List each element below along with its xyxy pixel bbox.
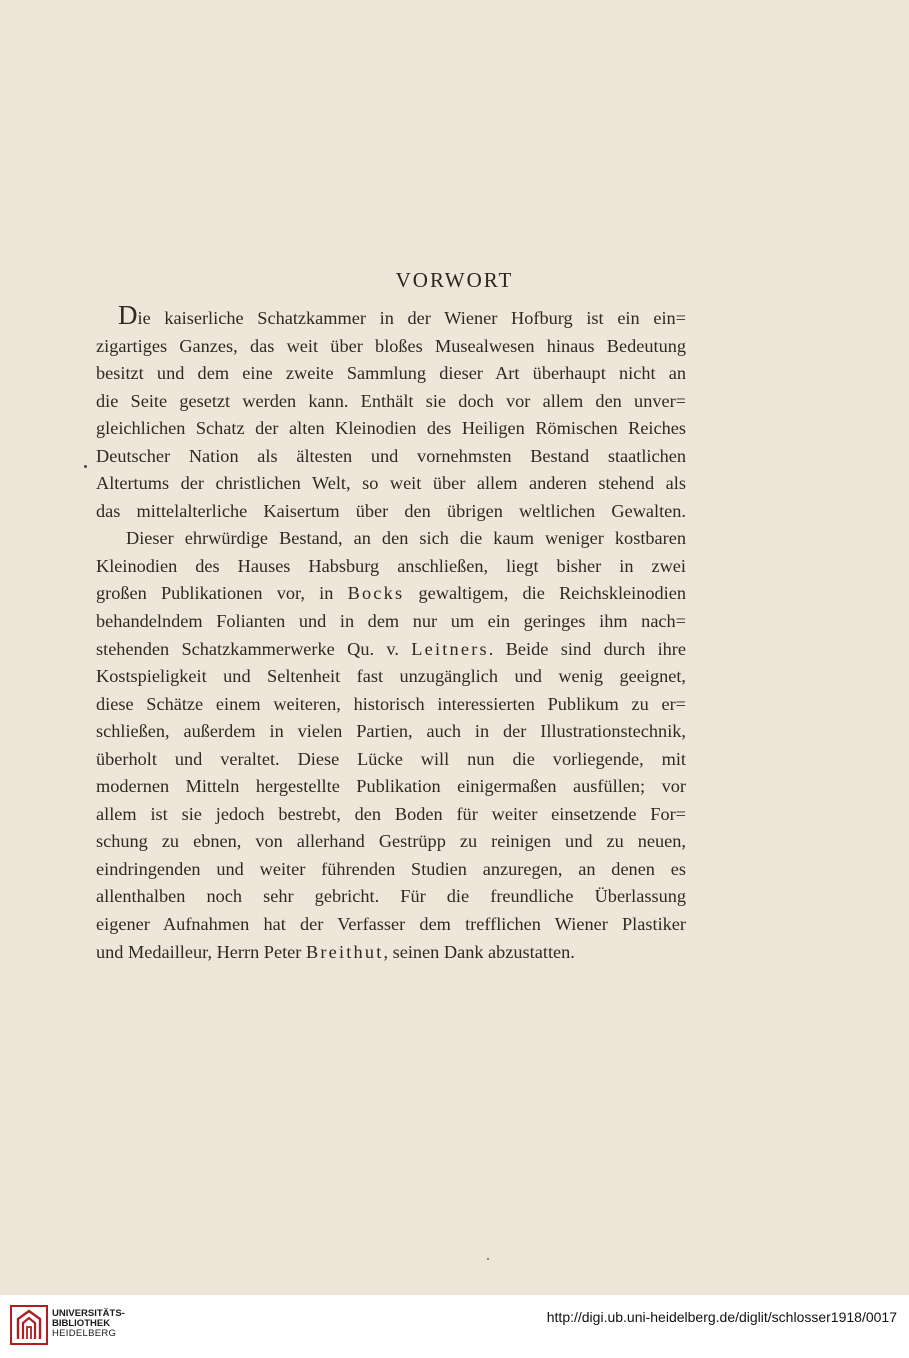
text-line: stehenden Schatzkammerwerke Qu. v. Leitners. Beide sind durch ihre	[96, 638, 686, 659]
heidelberg-library-logo-icon[interactable]	[10, 1305, 48, 1345]
library-name[interactable]: UNIVERSITÄTS- BIBLIOTHEK HEIDELBERG	[52, 1308, 125, 1339]
text-line: schung zu ebnen, von allerhand Gestrüpp zu reinigen und zu neuen,	[96, 831, 686, 852]
text-line: überholt und veraltet. Diese Lücke will nun die vorliegende, mit	[96, 748, 686, 769]
text-line: eigener Aufnahmen hat der Verfasser dem trefflichen Wiener Plastiker	[96, 914, 686, 935]
text-line: Altertums der christlichen Welt, so weit über allem anderen stehend als	[96, 473, 686, 494]
text-line: die Seite gesetzt werden kann. Enthält sie doch vor allem den unver=	[96, 390, 686, 411]
page-heading: VORWORT	[395, 268, 514, 292]
permalink-url[interactable]: http://digi.ub.uni-heidelberg.de/diglit/schlosser1918/0017	[546, 1309, 897, 1325]
text-line: und Medailleur, Herrn Peter Breithut, seinen Dank abzustatten.	[96, 941, 575, 962]
author-name-bock: Bocks	[347, 583, 405, 604]
text-line: allem ist sie jedoch bestrebt, den Boden für weiter einsetzende For=	[96, 803, 686, 824]
text-line: großen Publikationen vor, in Bocks gewaltigem, die Reichskleinodien	[96, 583, 687, 604]
text-line: zigartiges Ganzes, das weit über bloßes Musealwesen hinaus Bedeutung	[96, 335, 686, 356]
margin-mark	[84, 465, 87, 468]
text-line: modernen Mitteln hergestellte Publikation einigermaßen ausfüllen; vor	[96, 776, 686, 797]
author-name-breithut: Breithut	[305, 941, 384, 962]
text-line: schließen, außerdem in vielen Partien, auch in der Illustrationstechnik,	[96, 721, 686, 742]
viewer-footer	[0, 1295, 909, 1358]
text-line: besitzt und dem eine zweite Sammlung dieser Art überhaupt nicht an	[96, 363, 686, 384]
text-line: Kostspieligkeit und Seltenheit fast unzugänglich und wenig geeignet,	[96, 666, 686, 687]
text-line: diese Schätze einem weiteren, historisch interessierten Publikum zu er=	[96, 693, 686, 714]
preface-text	[96, 300, 687, 966]
text-line: allenthalben noch sehr gebricht. Für die freundliche Überlassung	[96, 886, 686, 907]
text-line: eindringenden und weiter führenden Studien anzuregen, an denen es	[96, 858, 686, 879]
text-line: Kleinodien des Hauses Habsburg anschließen, liegt bisher in zwei	[96, 555, 686, 576]
text-line: Deutscher Nation als ältesten und vornehmsten Bestand staatlichen	[96, 445, 686, 466]
text-line: Die kaiserliche Schatzkammer in der Wiener Hofburg ist ein ein=	[118, 300, 686, 330]
text-line: gleichlichen Schatz der alten Kleinodien des Heiligen Römischen Reiches	[96, 418, 686, 439]
drop-cap: D	[118, 300, 138, 330]
text-line: behandelndem Folianten und in dem nur um ein geringes ihm nach=	[96, 611, 686, 632]
text-line: das mittelalterliche Kaisertum über den übrigen weltlichen Gewalten.	[96, 500, 686, 521]
speck-mark	[487, 1258, 489, 1260]
author-name-leitner: Leitners	[411, 638, 489, 659]
text-line: Dieser ehrwürdige Bestand, an den sich die kaum weniger kostbaren	[126, 528, 686, 549]
